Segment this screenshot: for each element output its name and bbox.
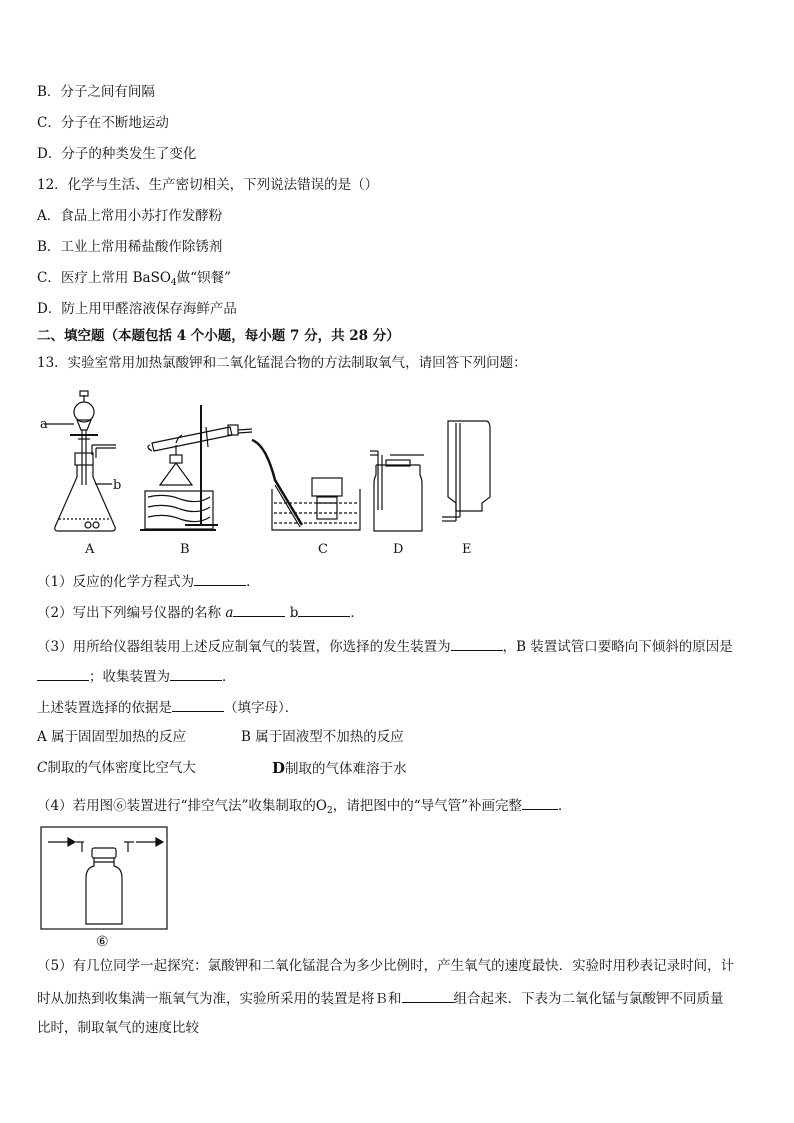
blank-draw-tube[interactable]	[522, 795, 558, 810]
blank-equation[interactable]	[194, 571, 246, 586]
blank-combine[interactable]	[402, 988, 454, 1003]
q13-part-3-mid: ；收集装置为	[89, 669, 170, 685]
q13-option-c-text: 制取的气体密度比空气大	[47, 760, 196, 776]
label-E: E	[462, 542, 472, 557]
q13-part-5-line-3: 比时，制取氧气的速度比较	[37, 1020, 199, 1036]
apparatus-e	[442, 421, 490, 521]
q11-option-b: B．分子之间有间隔	[37, 84, 155, 100]
q12-option-b: B．工业上常用稀盐酸作除锈剂	[37, 239, 223, 255]
figure-6	[40, 826, 170, 951]
q13-part-2	[37, 602, 364, 622]
apparatus-figure	[30, 385, 550, 560]
q12-option-c-post: 做“钡餐”	[176, 270, 231, 286]
blank-reason[interactable]	[37, 666, 89, 681]
label-A: A	[85, 542, 95, 557]
q13-option-b: B 属于固液型不加热的反应	[241, 729, 404, 745]
q12-option-d: D．防上用甲醛溶液保存海鲜产品	[37, 301, 237, 317]
q13-option-d-letter: D	[272, 759, 286, 777]
q12-stem: 12．化学与生活、生产密切相关，下列说法错误的是（）	[37, 177, 379, 193]
q13-option-d-text: 制取的气体难溶于水	[285, 761, 407, 777]
q13-basis-post: （填字母）．	[224, 700, 299, 716]
q13-part-1-text: （1）反应的化学方程式为	[37, 574, 195, 590]
q13-part-4-pre: （4）若用图⑥装置进行“排空气法”收集制取的	[37, 798, 316, 814]
q13-part-3-pre: （3）用所给仪器组装用上述反应制氧气的装置，你选择的发生装置为	[37, 639, 451, 655]
q13-part-2-end: ．	[350, 605, 364, 621]
q13-stem: 13．实验室常用加热氯酸钾和二氧化锰混合物的方法制取氧气，请回答下列问题：	[37, 355, 527, 371]
q13-part-4-end: ．	[558, 798, 572, 814]
q13-part-5-line-2	[37, 988, 724, 1008]
q13-part-4-o: O	[315, 798, 327, 814]
q13-part-3-line-2	[37, 666, 236, 686]
q11-option-d: D．分子的种类发生了变化	[37, 146, 197, 162]
q11-option-c: C．分子在不断地运动	[37, 115, 169, 131]
figure-6-label: ⑥	[96, 934, 109, 950]
figure-6-bottle	[76, 842, 134, 924]
blank-generator[interactable]	[451, 636, 503, 651]
q13-part-3-end: ．	[222, 669, 236, 685]
apparatus-a	[44, 391, 116, 531]
q13-part-3-line-1	[37, 636, 733, 656]
q13-part-4-post: ，请把图中的“导气管”补画完整	[332, 798, 523, 814]
apparatus-b	[140, 405, 252, 530]
q13-part-5-pre: 时从加热到收集满一瓶氧气为准，实验所采用的装置是将Ｂ和	[37, 991, 402, 1007]
blank-instrument-a[interactable]	[233, 602, 285, 617]
q13-option-a: A 属于固固型加热的反应	[37, 729, 187, 745]
q13-part-4-sub: 2	[326, 806, 333, 816]
q13-part-2-text: （2）写出下列编号仪器的名称	[37, 605, 222, 621]
q13-basis	[37, 697, 298, 717]
q12-option-a: A．食品上常用小苏打作发酵粉	[37, 208, 223, 224]
apparatus-d	[370, 451, 424, 531]
apparatus-c	[252, 440, 360, 530]
q12-option-c	[37, 269, 231, 292]
q12-option-c-pre: C．医疗上常用 BaSO	[37, 270, 171, 286]
q13-part-3-post: ，B 装置试管口要略向下倾斜的原因是	[502, 639, 733, 655]
label-b: b	[113, 478, 122, 493]
q13-part-5-post: 组合起来．下表为二氧化锰与氯酸钾不同质量	[453, 991, 724, 1007]
q13-option-c	[37, 759, 196, 777]
figure-6-arrows	[48, 838, 163, 846]
label-D: D	[393, 542, 404, 557]
q12-option-c-sub: 4	[170, 278, 177, 288]
q13-option-d	[272, 759, 407, 778]
q13-part-1	[37, 571, 260, 591]
label-B: B	[180, 542, 190, 557]
blank-basis[interactable]	[172, 697, 224, 712]
blank-collector[interactable]	[170, 666, 222, 681]
label-a: a	[40, 417, 48, 432]
q13-basis-pre: 上述装置选择的依据是	[37, 700, 172, 716]
q13-option-c-letter: C	[37, 760, 48, 776]
q13-part-4	[37, 795, 572, 820]
q13-part-2-b: b	[289, 605, 299, 621]
section-2-heading: 二、填空题（本题包括 4 个小题，每小题 7 分，共 28 分）	[37, 328, 400, 344]
blank-instrument-b[interactable]	[298, 602, 350, 617]
q13-part-5-line-1: （5）有几位同学一起探究：氯酸钾和二氧化锰混合为多少比例时，产生氧气的速度最快．实验时用秒表记录时间，计	[37, 958, 735, 974]
q13-part-1-end: ．	[246, 574, 260, 590]
q13-part-2-a: a	[225, 605, 234, 621]
label-C: C	[318, 542, 328, 557]
